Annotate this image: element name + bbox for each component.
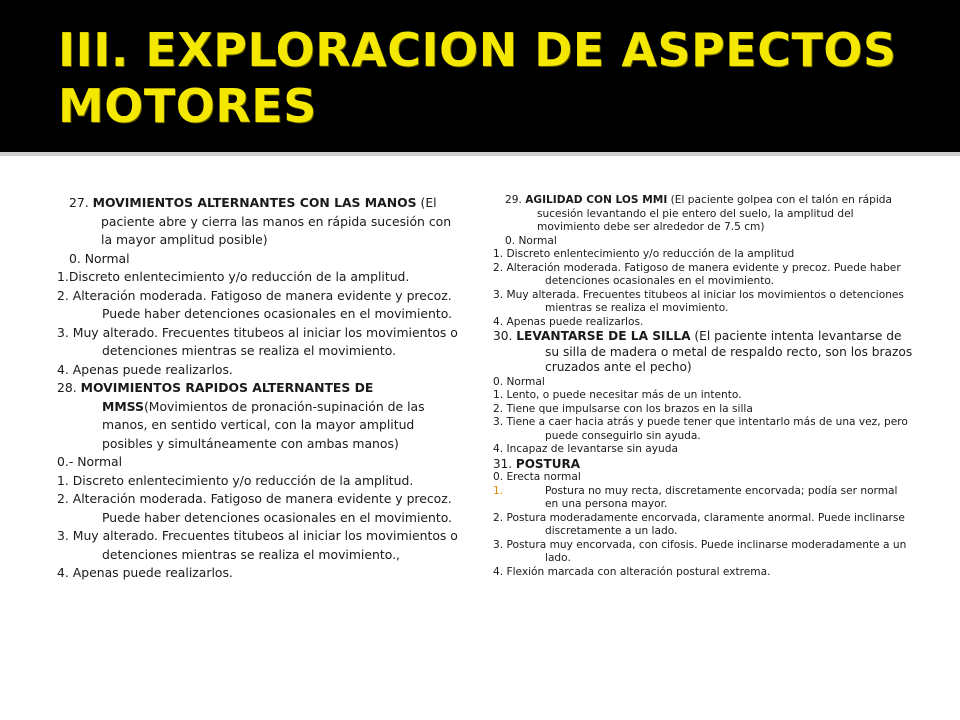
item-30-heading	[493, 329, 913, 376]
item-29-title: AGILIDAD CON LOS MMI	[525, 194, 668, 206]
item-30-option-3: 3. Tiene a caer hacia atrás y puede tener que intentarlo más de una vez, pero puede conseguirlo sin ayuda.	[493, 416, 908, 442]
item-31-option-1-number: 1.	[493, 484, 504, 497]
item-31-heading	[493, 457, 913, 472]
item-30-option-0: 0. Normal	[493, 375, 545, 388]
item-29-option-3: 3. Muy alterada. Frecuentes titubeos al iniciar los movimientos o detenciones mientras se realiza el movimiento.	[493, 288, 904, 314]
item-28-title: MOVIMIENTOS RAPIDOS ALTERNANTES DE MMSS	[80, 380, 374, 414]
item-28-option-0: 0.- Normal	[57, 454, 123, 469]
item-27-option-3: 3. Muy alterado. Frecuentes titubeos al iniciar los movimientos o detenciones mientras se realiza el movimiento.	[57, 324, 458, 358]
right-column	[493, 194, 913, 579]
item-27-option-1: 1.Discreto enlentecimiento y/o reducción de la amplitud.	[57, 269, 410, 284]
slide-title: III. EXPLORACION DE ASPECTOS MOTORES	[58, 23, 897, 133]
item-28-option-1: 1. Discreto enlentecimiento y/o reducción de la amplitud.	[57, 472, 414, 488]
item-30-option-2: 2. Tiene que impulsarse con los brazos en la silla	[493, 402, 753, 415]
item-31-option-4: 4. Flexión marcada con alteración postural extrema.	[493, 565, 771, 578]
item-28-option-3: 3. Muy alterado. Frecuentes titubeos al iniciar los movimientos o detenciones mientras se realiza el movimiento.,	[57, 528, 458, 562]
item-31-option-1-text: Postura no muy recta, discretamente encorvada; podía ser normal en una persona mayor.	[545, 484, 898, 510]
item-30-option-1: 1. Lento, o puede necesitar más de un intento.	[493, 389, 742, 401]
item-30-number: 30.	[493, 329, 517, 343]
item-29-option-0: 0. Normal	[505, 234, 557, 247]
item-29-option-4: 4. Apenas puede realizarlos.	[493, 315, 644, 328]
item-28-option-2: 2. Alteración moderada. Fatigoso de manera evidente y precoz. Puede haber detenciones ocasionales en el movimiento.	[57, 491, 453, 525]
item-29-heading	[493, 194, 913, 235]
item-28-number: 28.	[57, 380, 81, 395]
item-31-number: 31.	[493, 456, 516, 471]
item-27-description: (El paciente abre y cierra las manos en rápida sucesión con la mayor amplitud posible)	[101, 195, 452, 247]
item-27-number: 27.	[69, 195, 93, 210]
title-bar	[0, 0, 960, 152]
item-29-option-2: 2. Alteración moderada. Fatigoso de manera evidente y precoz. Puede haber detenciones ocasionales en el movimiento.	[493, 261, 901, 287]
item-30-title: LEVANTARSE DE LA SILLA	[516, 329, 691, 343]
item-28-description: (Movimientos de pronación-supinación de las manos, en sentido vertical, con la mayor amplitud posibles y simultáneamente con ambas manos)	[102, 398, 425, 451]
item-28-option-4: 4. Apenas puede realizarlos.	[57, 565, 233, 580]
item-28-heading	[57, 379, 465, 453]
item-31-option-1	[493, 485, 913, 512]
slide-content	[0, 156, 960, 720]
left-column	[57, 194, 465, 583]
item-27-option-4: 4. Apenas puede realizarlos.	[57, 361, 233, 377]
item-29-option-1: 1. Discreto enlentecimiento y/o reducción de la amplitud	[493, 248, 795, 260]
item-27-option-0: 0. Normal	[69, 250, 130, 266]
item-31-option-0: 0. Erecta normal	[493, 471, 581, 483]
item-31-title: POSTURA	[515, 456, 581, 471]
item-27-title: MOVIMIENTOS ALTERNANTES CON LAS MANOS	[92, 195, 417, 210]
item-27-heading	[57, 194, 465, 250]
item-30-description: (El paciente intenta levantarse de su silla de madera o metal de respaldo recto, son los brazos cruzados ante el pecho)	[545, 329, 913, 374]
item-27-option-2: 2. Alteración moderada. Fatigoso de manera evidente y precoz. Puede haber detenciones ocasionales en el movimiento.	[57, 287, 453, 321]
item-29-description: (El paciente golpea con el talón en rápida sucesión levantando el pie entero del suelo, la amplitud del movimiento debe ser alrededor de 7.5 cm)	[537, 194, 892, 233]
item-30-option-4: 4. Incapaz de levantarse sin ayuda	[493, 443, 678, 455]
item-31-option-2: 2. Postura moderadamente encorvada, claramente anormal. Puede inclinarse discretamente a un lado.	[493, 511, 905, 537]
item-31-option-3: 3. Postura muy encorvada, con cifosis. Puede inclinarse moderadamente a un lado.	[493, 538, 907, 564]
item-29-number: 29.	[505, 194, 526, 206]
